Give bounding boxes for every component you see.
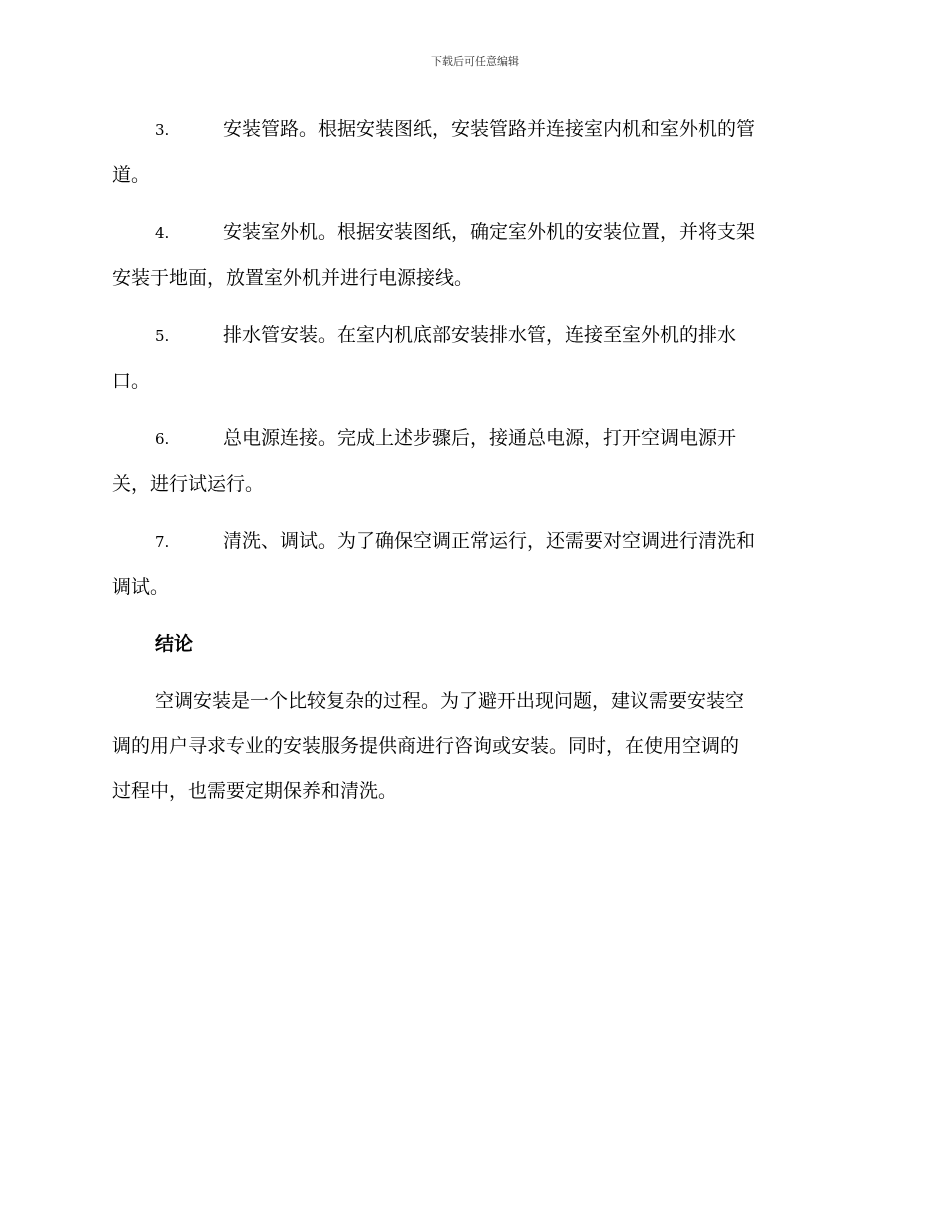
- step-text-continued: 口。: [112, 370, 151, 392]
- paragraph-line: 调的用户寻求专业的安装服务提供商进行咨询或安装。同时，在使用空调的: [112, 735, 740, 757]
- step-number: 6.: [155, 430, 170, 448]
- step-number: 4.: [155, 224, 170, 242]
- step-number: 5.: [155, 327, 170, 345]
- step-item-3: [112, 107, 837, 198]
- step-text: 安装管路。根据安装图纸，安装管路并连接室内机和室外机的管: [223, 118, 756, 140]
- step-text: 排水管安装。在室内机底部安装排水管，连接至室外机的排水: [223, 324, 737, 346]
- conclusion-heading: 结论: [155, 633, 194, 655]
- step-text: 总电源连接。完成上述步骤后，接通总电源，打开空调电源开: [223, 427, 737, 449]
- step-number: 7.: [155, 533, 170, 551]
- paragraph-line: 过程中，也需要定期保养和清洗。: [112, 780, 398, 802]
- document-body: [112, 107, 837, 814]
- step-text-continued: 道。: [112, 164, 151, 186]
- step-item-5: [112, 313, 837, 404]
- step-text: 安装室外机。根据安装图纸，确定室外机的安装位置，并将支架: [223, 221, 756, 243]
- step-text-continued: 安装于地面，放置室外机并进行电源接线。: [112, 267, 474, 289]
- step-item-7: [112, 519, 837, 610]
- page-header: 下载后可任意编辑: [431, 55, 519, 68]
- step-text-continued: 调试。: [112, 576, 170, 598]
- conclusion-paragraph: [112, 679, 837, 814]
- step-text-continued: 关，进行试运行。: [112, 473, 265, 495]
- step-item-4: [112, 210, 837, 301]
- paragraph-line: 空调安装是一个比较复杂的过程。为了避开出现问题，建议需要安装空: [155, 690, 745, 712]
- step-text: 清洗、调试。为了确保空调正常运行，还需要对空调进行清洗和: [223, 530, 756, 552]
- step-number: 3.: [155, 121, 170, 139]
- step-item-6: [112, 416, 837, 507]
